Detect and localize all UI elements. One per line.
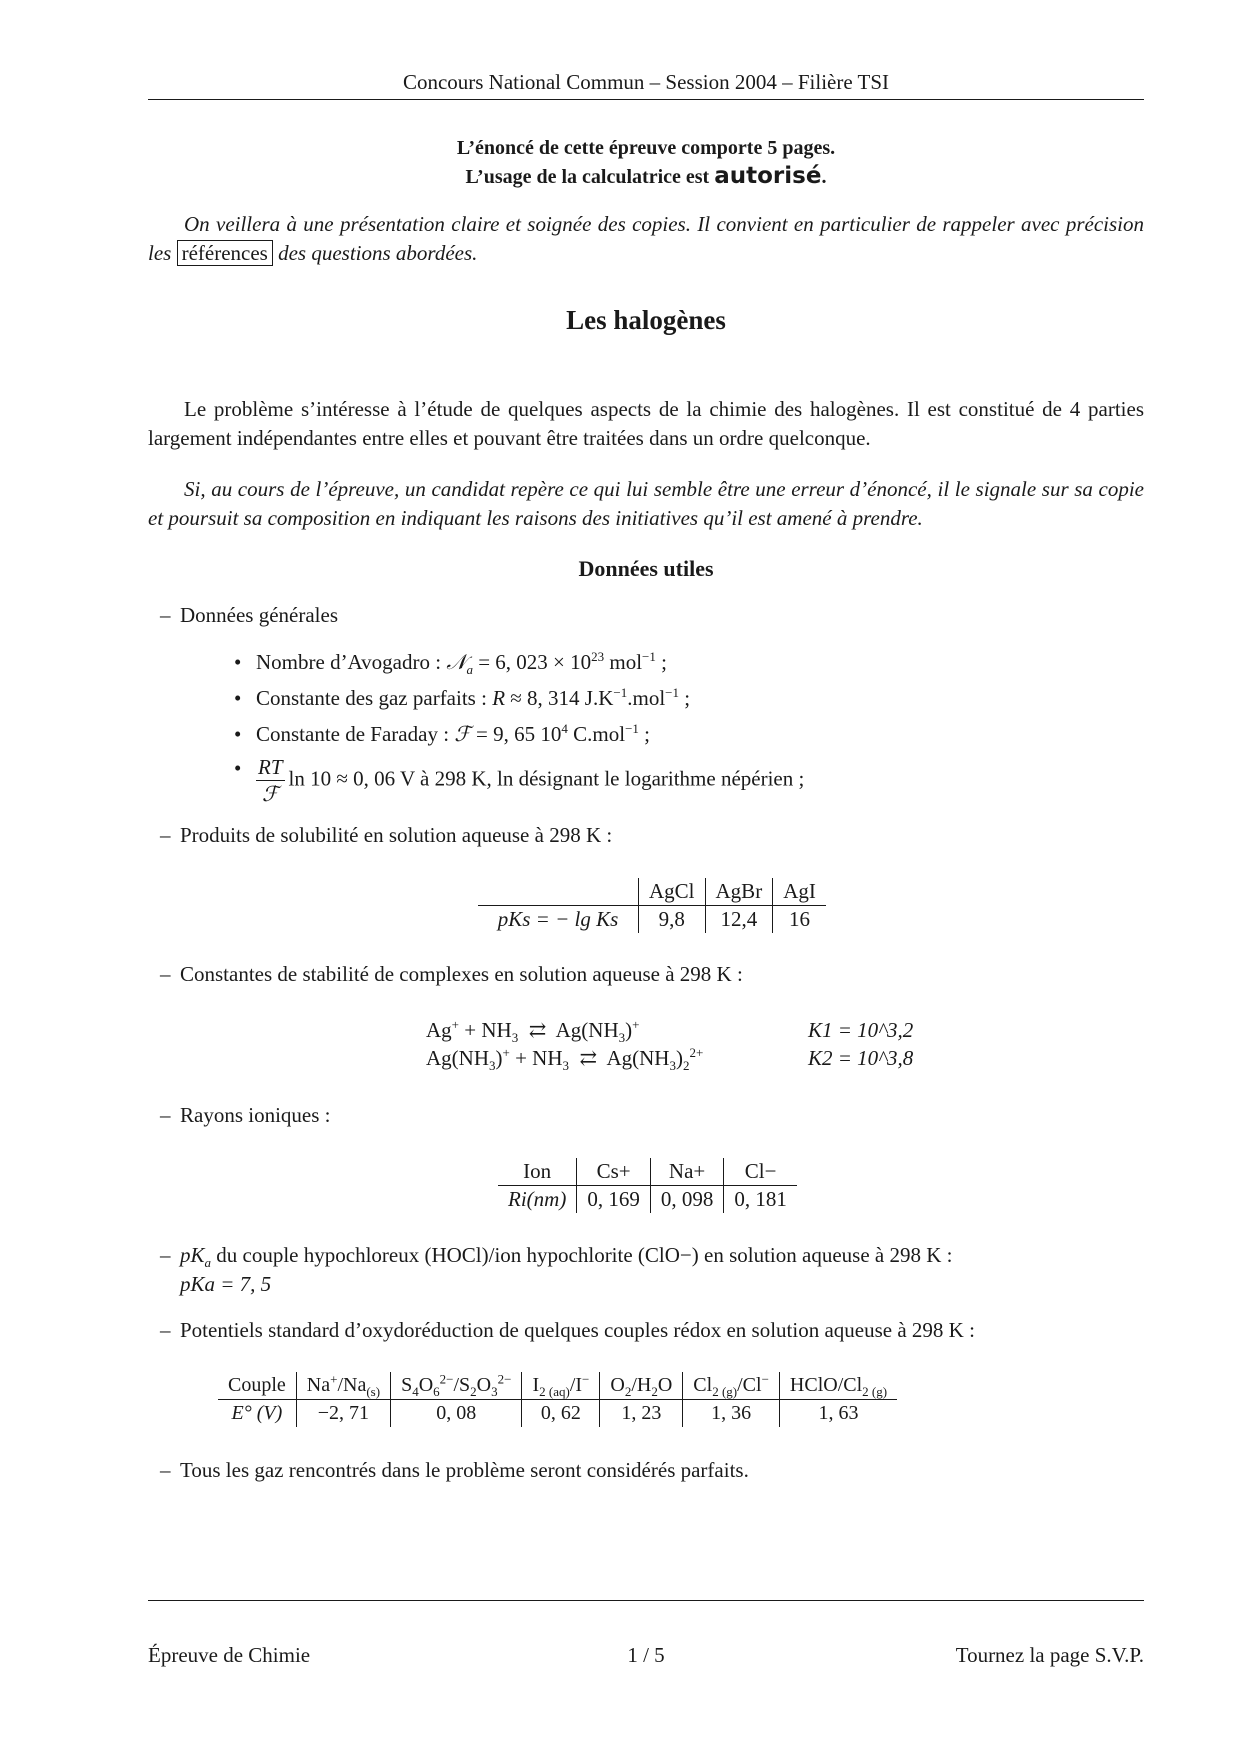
footer-page-number: 1 / 5 [627, 1643, 665, 1667]
avogadro-item [256, 648, 1126, 677]
couple-header: HClO/$Cl_{2 (g)}$ [779, 1372, 897, 1400]
solubility-col-header: AgBr [705, 878, 773, 906]
solubility-value: 16 [773, 906, 826, 934]
complex-equation-1: $Ag^+ + NH_3$ ⇄ $Ag(NH_3)^+$ [426, 1017, 640, 1046]
pka-text: du couple hypochloreux (HOCl)/ion hypochlorite (ClO−) en solution aqueuse à 298 K : [216, 1243, 953, 1267]
potential-value: 0, 62 [522, 1400, 600, 1428]
potentials-table [218, 1372, 897, 1427]
rt-ln10-text: ln 10 ≈ 0, 06 V à 298 K, ln désignant le logarithme népérien ; [288, 766, 805, 791]
k1-constant: K1 = 10^3,2 [808, 1018, 914, 1042]
ionic-radii-col-label: Ion [498, 1158, 577, 1186]
pka-item [180, 1241, 1130, 1299]
pka-symbol: $pK_a$ [180, 1243, 212, 1271]
section-title-donnees: Données utiles [578, 556, 714, 581]
faraday-label: Constante de Faraday : [256, 722, 450, 746]
solubility-col-header: AgCl [639, 878, 706, 906]
couple-header: $O_2/H_2O$ [600, 1372, 683, 1400]
couple-header: $Na^+/Na_{(s)}$ [296, 1372, 390, 1400]
pka-value: pKa = 7, 5 [180, 1272, 272, 1296]
avogadro-formula: 𝒩$_a$ = 6, $023 \times 10^{23}$ mol$^{-1}$ ; [446, 649, 667, 678]
solubility-value: 9,8 [639, 906, 706, 934]
faraday-item [256, 720, 1126, 749]
footer-rule [148, 1600, 1144, 1601]
header-rule [148, 99, 1144, 100]
calculator-period: . [821, 166, 827, 188]
footer-left: Épreuve de Chimie [148, 1643, 311, 1667]
potential-value: 1, 23 [600, 1400, 683, 1428]
ion-header: Cs+ [577, 1158, 651, 1186]
solubility-label: – Produits de solubilité en solution aqueuse à 298 K : [180, 821, 1130, 850]
presentation-instructions [148, 210, 1144, 268]
solubility-table [478, 878, 826, 933]
rt-over-f-fraction: • $\frac{RT}{\text{ℱ}}$ [258, 755, 283, 806]
calculator-allowed: autorisé [714, 163, 822, 189]
gas-constant-formula: R ≈ 8, 314 $J.K^{-1}.mol^{-1}$ ; [492, 685, 691, 710]
page-title: Les halogènes [566, 305, 726, 335]
solubility-empty-cell [478, 878, 639, 906]
ionic-radii-table [498, 1158, 797, 1213]
avogadro-label: Nombre d’Avogadro : [256, 650, 442, 674]
complex-equation-2: $Ag(NH_3)^+ + NH_3$ ⇄ $Ag(NH_3)_2^{2+}$ [426, 1045, 704, 1074]
ion-radius-value: 0, 181 [724, 1186, 797, 1214]
potentials-label: – Potentiels standard d’oxydoréduction de quelques couples rédox en solution aqueuse à 298 K : [180, 1316, 1130, 1345]
solubility-value: 12,4 [705, 906, 773, 934]
references-box: références [177, 240, 273, 266]
gas-constant-item [256, 684, 1126, 713]
ionic-radii-label: – Rayons ioniques : [180, 1101, 1130, 1130]
solubility-col-header: AgI [773, 878, 826, 906]
intro-calculator-line [148, 162, 1144, 191]
couple-header: $Cl_{2 (g)}/Cl^-$ [683, 1372, 780, 1400]
potential-value: 0, 08 [391, 1400, 522, 1428]
k2-constant: K2 = 10^3,8 [808, 1046, 914, 1070]
potentials-col-label: Couple [218, 1372, 296, 1400]
intro-block [148, 134, 1144, 191]
problem-intro: Le problème s’intéresse à l’étude de quelques aspects de la chimie des halogènes. Il est constitué de 4 parties largement indépendantes entre elles et pouvant être traitées dans un ordre quelconque. [148, 397, 1144, 450]
faraday-formula: ℱ = 9, 65 $10^4$ C.mol$^{-1}$ ; [454, 721, 651, 746]
ion-header: Cl− [724, 1158, 797, 1186]
intro-pages-line: L’énoncé de cette épreuve comporte 5 pages. [456, 137, 836, 159]
exam-page [148, 0, 1144, 1754]
gases-note: – Tous les gaz rencontrés dans le problème seront considérés parfaits. [180, 1456, 1130, 1485]
page-header: Concours National Commun – Session 2004 – Filière TSI [402, 70, 890, 94]
calculator-text: L’usage de la calculatrice est [465, 166, 710, 188]
footer-right: Tournez la page S.V.P. [955, 1643, 1144, 1667]
general-data-label: – Données générales [180, 601, 1130, 630]
potential-value: 1, 63 [779, 1400, 897, 1428]
stability-label: – Constantes de stabilité de complexes en solution aqueuse à 298 K : [180, 960, 1130, 989]
ion-radius-value: 0, 169 [577, 1186, 651, 1214]
ion-header: Na+ [650, 1158, 724, 1186]
instructions-text: On veillera à une présentation claire et soignée des copies. Il convient en particulier de rappeler avec précision les [148, 212, 1144, 265]
couple-header: $I_{2 (aq)}/I^-$ [522, 1372, 600, 1400]
ion-radius-value: 0, 098 [650, 1186, 724, 1214]
potential-value: −2, 71 [296, 1400, 390, 1428]
error-note: Si, au cours de l’épreuve, un candidat repère ce qui lui semble être une erreur d’énoncé, il le signale sur sa copie et poursuit sa composition en indiquant les raisons des initiatives qu’il est amené à prendre. [148, 477, 1144, 530]
ionic-radii-row-label: Ri(nm) [508, 1187, 567, 1211]
gas-constant-label: Constante des gaz parfaits : [256, 686, 487, 710]
couple-header: $S_4O_6^{2-}/S_2O_3^{2-}$ [391, 1372, 522, 1400]
instructions-tail: des questions abordées. [278, 241, 478, 265]
potentials-row-label: E° (V) [231, 1402, 283, 1424]
rt-ln10-item [256, 754, 1126, 807]
solubility-row-label: pKs = − lg Ks [497, 907, 619, 931]
potential-value: 1, 36 [683, 1400, 780, 1428]
